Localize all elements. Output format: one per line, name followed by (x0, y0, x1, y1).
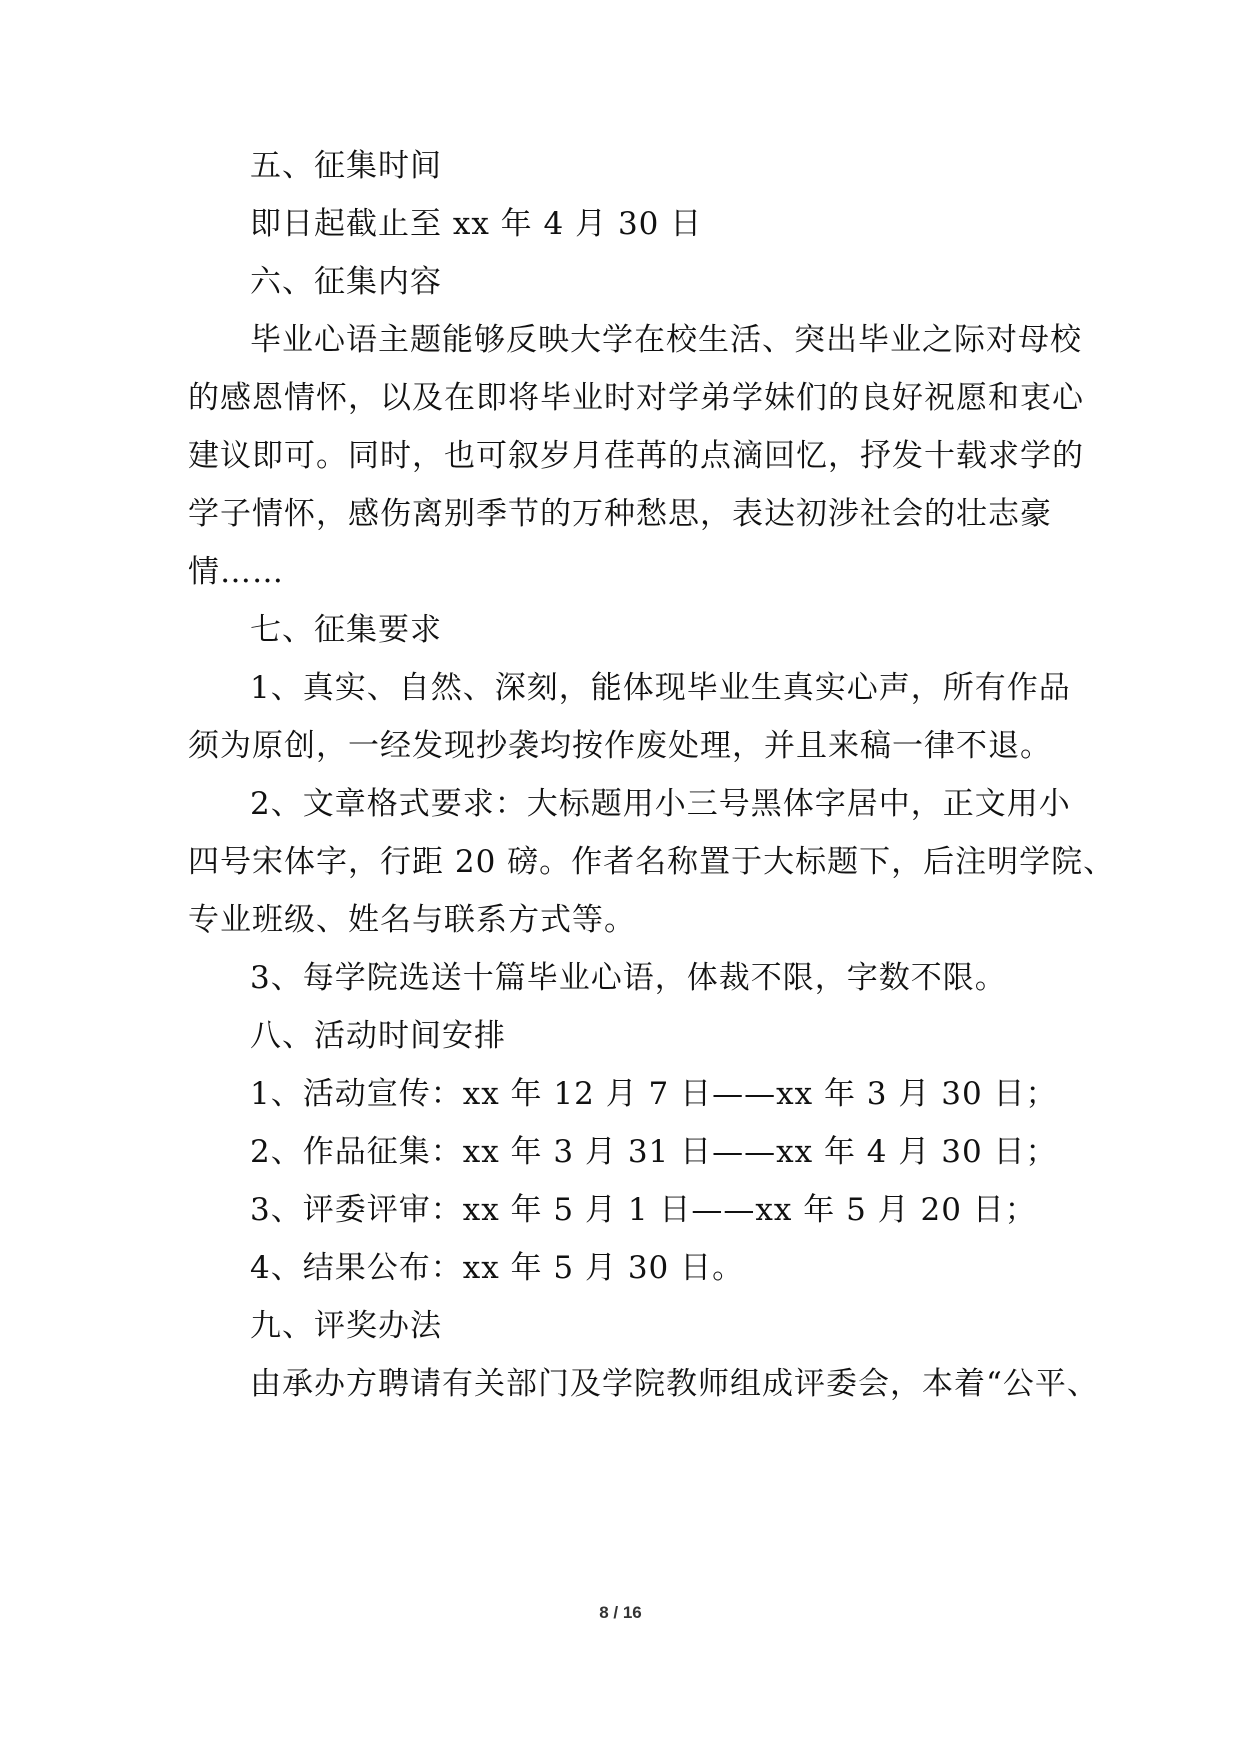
heading-collection-content: 六、征集内容 (250, 264, 442, 300)
paragraph-line: 情…… (188, 554, 284, 590)
paragraph-line: 1、真实、自然、深刻，能体现毕业生真实心声，所有作品 (250, 670, 1071, 706)
paragraph-line: 的感恩情怀，以及在即将毕业时对学弟学妹们的良好祝愿和衷心 (188, 380, 1084, 416)
paragraph-line: 3、每学院选送十篇毕业心语，体裁不限，字数不限。 (250, 960, 1007, 996)
schedule-item: 3、评委评审：xx 年 5 月 1 日——xx 年 5 月 20 日； (250, 1192, 1037, 1228)
schedule-item: 1、活动宣传：xx 年 12 月 7 日——xx 年 3 月 30 日； (250, 1076, 1058, 1112)
paragraph-line: 由承办方聘请有关部门及学院教师组成评委会，本着“公平、 (250, 1366, 1099, 1402)
page-number: 8 / 16 (599, 1603, 642, 1622)
paragraph-line: 四号宋体字，行距 20 磅。作者名称置于大标题下，后注明学院、 (188, 844, 1116, 880)
heading-collection-requirements: 七、征集要求 (250, 612, 442, 648)
paragraph-line: 学子情怀，感伤离别季节的万种愁思，表达初涉社会的壮志豪 (188, 496, 1052, 532)
paragraph-line: 建议即可。同时，也可叙岁月荏苒的点滴回忆，抒发十载求学的 (188, 438, 1084, 474)
paragraph-line: 须为原创，一经发现抄袭均按作废处理，并且来稿一律不退。 (188, 728, 1052, 764)
heading-schedule: 八、活动时间安排 (250, 1018, 506, 1054)
schedule-item: 4、结果公布：xx 年 5 月 30 日。 (250, 1250, 745, 1286)
paragraph-line: 专业班级、姓名与联系方式等。 (188, 902, 636, 938)
schedule-item: 2、作品征集：xx 年 3 月 31 日——xx 年 4 月 30 日； (250, 1134, 1058, 1170)
paragraph-line: 2、文章格式要求：大标题用小三号黑体字居中，正文用小 (250, 786, 1071, 822)
heading-award-method: 九、评奖办法 (250, 1308, 442, 1344)
heading-collection-time: 五、征集时间 (250, 148, 442, 184)
paragraph-line: 毕业心语主题能够反映大学在校生活、突出毕业之际对母校 (250, 322, 1082, 358)
paragraph-line: 即日起截止至 xx 年 4 月 30 日 (250, 206, 703, 242)
